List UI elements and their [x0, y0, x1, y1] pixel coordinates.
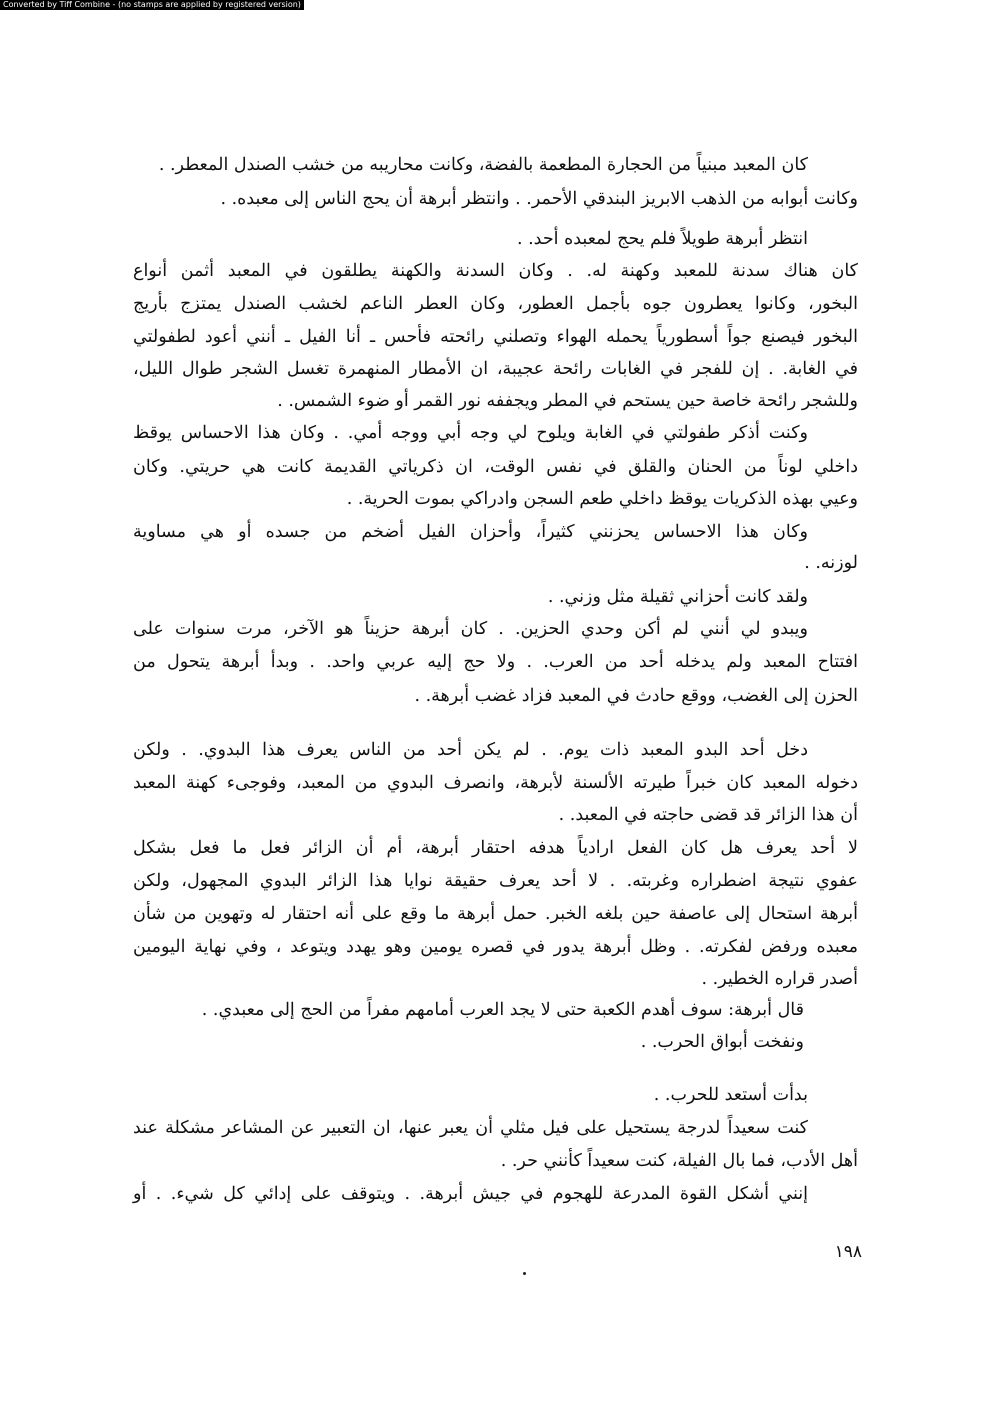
text-line: قال أبرهة: سوف أهدم الكعبة حتى لا يجد العرب أمامهم مفراً من الحج إلى معبدي. .: [201, 1000, 804, 1020]
text-line: وللشجر رائحة خاصة حين يستحم في المطر ويجففه نور القمر أو ضوء الشمس. .: [277, 391, 858, 411]
text-line: معبده ورفض لفكرته. . وظل أبرهة يدور في قصره يومين وهو يهدد ويتوعد ، وفي نهاية اليومين: [133, 937, 858, 957]
text-line: وكان هذا الاحساس يحزنني كثيراً، وأحزان الفيل أضخم من جسده أو هي مساوية: [133, 522, 808, 542]
text-line: كنت سعيداً لدرجة يستحيل على فيل مثلي أن يعبر عنها، ان التعبير عن المشاعر مشكلة عند: [133, 1118, 808, 1138]
text-line: داخلي لوناً من الحنان والقلق في نفس الوقت، ان ذكرياتي القديمة كانت هي حريتي. وكان: [133, 457, 858, 477]
text-line: لا أحد يعرف هل كان الفعل ارادياً هدفه احتقار أبرهة، أم أن الزائر فعل ما فعل بشكل: [133, 838, 858, 858]
text-line: لوزنه. .: [804, 553, 858, 573]
text-line: وعيي بهذه الذكريات يوقظ داخلي طعم السجن وادراكي بموت الحرية. .: [346, 489, 858, 509]
text-line: في الغابة. . إن للفجر في الغابات رائحة عجيبة، ان الأمطار المنهمرة تغسل الشجر طوال الليل،: [133, 359, 858, 379]
text-line: عفوي نتيجة اضطراره وغربته. . لا أحد يعرف حقيقة نوايا هذا الزائر البدوي المجهول، ولكن: [133, 871, 858, 891]
text-line: أصدر قراره الخطير. .: [701, 969, 858, 989]
text-line: ونفخت أبواق الحرب. .: [640, 1032, 804, 1052]
text-line: ويبدو لي أنني لم أكن وحدي الحزين. . كان أبرهة حزيناً هو الآخر، مرت سنوات على: [133, 619, 808, 639]
text-line: أبرهة استحال إلى عاصفة حين بلغه الخبر. حمل أبرهة ما وقع على أنه احتقار له وتهوين من شأن: [133, 904, 858, 924]
text-line: انتظر أبرهة طويلاً فلم يحج لمعبده أحد. .: [516, 229, 808, 249]
text-line: وكنت أذكر طفولتي في الغابة ويلوح لي وجه أبي ووجه أمي. . وكان هذا الاحساس يوقظ: [133, 423, 808, 443]
conversion-banner: Converted by Tiff Combine - (no stamps are applied by registered version): [0, 0, 304, 10]
text-line: البخور فيصنع جواً أسطورياً يحمله الهواء وتصلني رائحته فأحس ـ أنا الفيل ـ أنني أعود لطفولتي: [133, 327, 858, 347]
text-line: الحزن إلى الغضب، ووقع حادث في المعبد فزاد غضب أبرهة. .: [414, 686, 858, 706]
text-line: أن هذا الزائر قد قضى حاجته في المعبد. .: [558, 805, 858, 825]
page-number: ١٩٨: [834, 1242, 862, 1262]
page-dot: [523, 1272, 526, 1275]
text-line: كان هناك سدنة للمعبد وكهنة له. . وكان السدنة والكهنة يطلقون في المعبد أثمن أنواع: [133, 261, 858, 281]
page-text: [133, 150, 858, 1250]
text-line: إنني أشكل القوة المدرعة للهجوم في جيش أبرهة. . ويتوقف على إدائي كل شيء. . أو: [133, 1184, 808, 1204]
text-line: بدأت أستعد للحرب. .: [653, 1085, 808, 1105]
text-line: وكانت أبوابه من الذهب الابريز البندقي الأحمر. . وانتظر أبرهة أن يحج الناس إلى معبده. .: [220, 189, 858, 209]
text-line: دخوله المعبد كان خبراً طيرته الألسنة لأبرهة، وانصرف البدوي من المعبد، وفوجىء كهنة المعبد: [133, 773, 858, 793]
text-line: ولقد كانت أحزاني ثقيلة مثل وزني. .: [547, 587, 808, 607]
text-line: البخور، وكانوا يعطرون جوه بأجمل العطور، وكان العطر الناعم لخشب الصندل يمتزج بأريج: [133, 294, 858, 314]
text-line: دخل أحد البدو المعبد ذات يوم. . لم يكن أحد من الناس يعرف هذا البدوي. . ولكن: [133, 740, 808, 760]
text-line: أهل الأدب، فما بال الفيلة، كنت سعيداً كأنني حر. .: [500, 1151, 858, 1171]
text-line: كان المعبد مبنياً من الحجارة المطعمة بالفضة، وكانت محاريبه من خشب الصندل المعطر. .: [158, 155, 808, 175]
text-line: افتتاح المعبد ولم يدخله أحد من العرب. . ولا حج إليه عربي واحد. . وبدأ أبرهة يتحول من: [133, 652, 858, 672]
